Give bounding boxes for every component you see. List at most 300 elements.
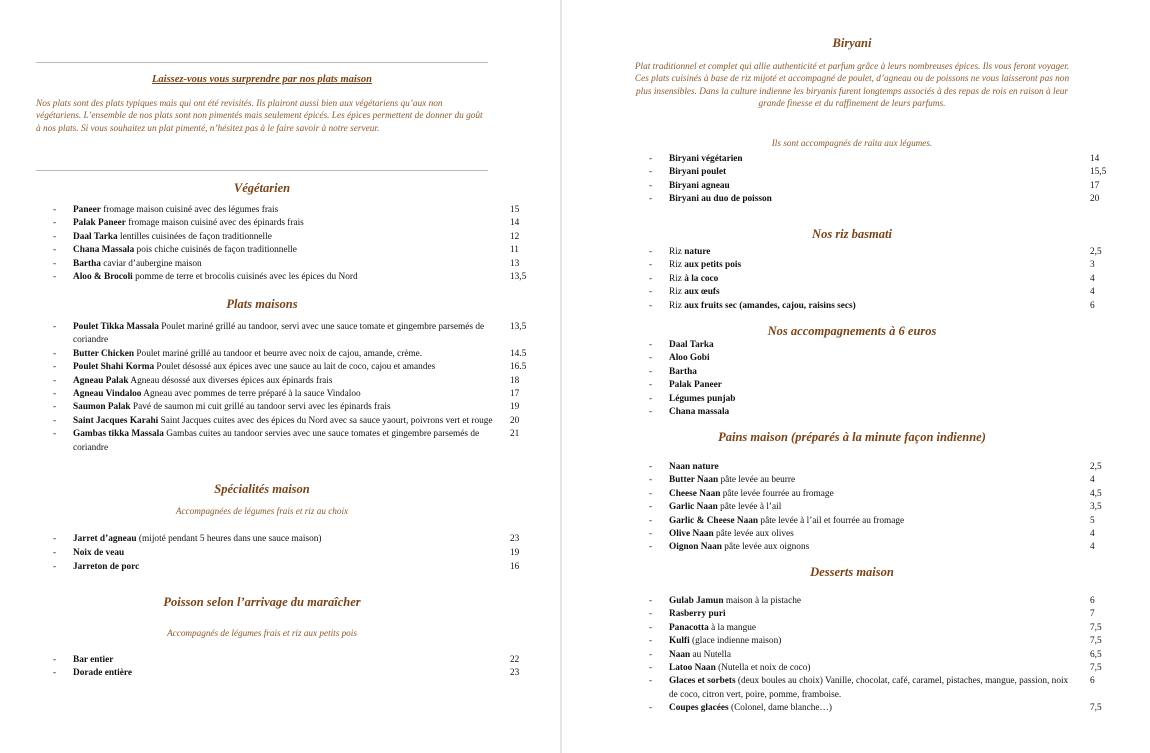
menu-item-description: lentilles cuisinées de façon traditionnelle bbox=[117, 231, 272, 242]
menu-item-text bbox=[669, 474, 1079, 487]
biryani-description: Plat traditionnel et complet qui allie authenticité et parfum grâce à leurs nombreuses épices. Ils vous feront voyager. Ces plats cuisinés à base de riz mijoté et accompagné de poulet, d’agneau ou de poissons ne vous laisseront pas non plus insensibles. Dans la culture indienne les biryanis furent longtemps associés à des repas de rois en raison à leur grande finesse et du raffinement de leurs parfums. bbox=[634, 62, 1070, 110]
bullet-dash: - bbox=[53, 245, 57, 256]
menu-item-description: (Nutella et noix de coco) bbox=[715, 663, 811, 674]
menu-item-description: (glace indienne maison) bbox=[689, 636, 782, 647]
menu-item-prefix: Riz bbox=[669, 287, 685, 298]
menu-item-text bbox=[669, 702, 1079, 715]
menu-item-text bbox=[669, 595, 1079, 608]
bullet-dash: - bbox=[649, 167, 653, 178]
section-subtitle-specialites: Accompagnées de légumes frais et riz au choix bbox=[175, 506, 349, 516]
menu-item-text bbox=[669, 300, 1079, 313]
menu-item bbox=[36, 244, 536, 257]
menu-page-right bbox=[562, 0, 1150, 753]
menu-item-price: 15 bbox=[510, 205, 520, 215]
menu-item-name: Bartha bbox=[73, 258, 101, 269]
menu-item-name: Panacotta bbox=[669, 622, 709, 633]
menu-item-name: Saint Jacques Karahi bbox=[73, 415, 159, 426]
menu-item-text bbox=[669, 649, 1079, 662]
menu-item bbox=[632, 166, 1132, 179]
menu-item-price: 7,5 bbox=[1090, 703, 1102, 714]
menu-item-text bbox=[73, 204, 503, 217]
menu-item-name: Gulab Jamun bbox=[669, 596, 724, 606]
menu-item-price: 4 bbox=[1090, 273, 1095, 284]
bullet-dash: - bbox=[649, 340, 653, 350]
bullet-dash: - bbox=[649, 542, 653, 553]
bullet-dash: - bbox=[649, 515, 653, 526]
bullet-dash: - bbox=[53, 534, 57, 544]
bullet-dash: - bbox=[649, 247, 653, 257]
menu-item-name: aux fruits sec (amandes, cajou, raisins secs) bbox=[684, 300, 856, 311]
menu-item-text bbox=[73, 271, 503, 284]
menu-item-prefix: Riz bbox=[669, 247, 685, 257]
menu-item bbox=[36, 388, 536, 401]
menu-item-name: Aloo Gobi bbox=[669, 353, 710, 364]
menu-item-text bbox=[73, 321, 503, 348]
menu-item-text bbox=[669, 528, 1079, 541]
menu-item-text bbox=[669, 273, 1079, 286]
bullet-dash: - bbox=[649, 154, 653, 164]
bullet-dash: - bbox=[53, 322, 57, 332]
menu-item-name: Noix de veau bbox=[73, 548, 125, 558]
bullet-dash: - bbox=[649, 609, 653, 620]
menu-item-description: Poulet mariné grillé au tandoor, servi avec une sauce tomate et gingembre parsemés de coriandre bbox=[73, 322, 485, 346]
intro-text: Nos plats sont des plats typiques mais qui ont été revisités. Ils plairont aussi bien aux végétariens qu’aux non végétariens. L’ensemble de nos plats sont non pimentés mais seulement épicés. Les épices permettent de donner du goût à nos plats. Si vous souhaitez un plat pimenté, n’hésitez pas à le faire savoir à notre serveur. bbox=[36, 99, 483, 134]
menu-item-description: au Nutella bbox=[690, 649, 731, 660]
menu-item-text bbox=[669, 286, 1079, 299]
menu-item-price: 4,5 bbox=[1090, 488, 1102, 499]
menu-item-text bbox=[73, 532, 503, 546]
menu-item bbox=[632, 193, 1132, 206]
section-subtitle-biryani: Ils sont accompagnés de raïta aux légumes. bbox=[771, 138, 933, 148]
menu-item-price: 3,5 bbox=[1090, 502, 1102, 513]
bullet-dash: - bbox=[53, 562, 57, 572]
bullet-dash: - bbox=[649, 194, 653, 205]
menu-item-text bbox=[669, 501, 1079, 514]
menu-item-text bbox=[669, 366, 1079, 379]
bullet-dash: - bbox=[53, 362, 57, 373]
menu-item-text bbox=[669, 622, 1079, 635]
menu-item-name: Daal Tarka bbox=[669, 340, 714, 350]
menu-item-description: pomme de terre et brocolis cuisinés avec les épices du Nord bbox=[132, 272, 358, 283]
menu-item-text bbox=[669, 166, 1079, 179]
menu-item-price: 7,5 bbox=[1090, 663, 1102, 674]
menu-item-text bbox=[73, 654, 503, 667]
menu-item bbox=[632, 515, 1132, 528]
menu-item bbox=[36, 231, 536, 244]
menu-item bbox=[632, 622, 1132, 635]
menu-item bbox=[36, 321, 536, 348]
menu-item bbox=[632, 180, 1132, 193]
menu-item-name: Agneau Palak bbox=[73, 375, 129, 386]
bullet-dash: - bbox=[649, 366, 653, 377]
bullet-dash: - bbox=[649, 502, 653, 513]
menu-item-text bbox=[669, 635, 1079, 648]
menu-item-text bbox=[669, 393, 1079, 406]
menu-item-name: Kulfi bbox=[669, 636, 690, 647]
menu-item-price: 2,5 bbox=[1090, 247, 1102, 257]
menu-item-name: Biryani végétarien bbox=[669, 154, 743, 164]
menu-item bbox=[632, 366, 1132, 379]
menu-item-name: Saumon Palak bbox=[73, 402, 131, 413]
menu-item-text bbox=[73, 546, 503, 560]
menu-item-description: pois chiche cuisinés de façon traditionnelle bbox=[134, 245, 297, 256]
menu-item-name: Garlic Naan bbox=[669, 502, 718, 513]
menu-item-name: Rasberry puri bbox=[669, 609, 726, 620]
menu-item-description: pâte levée aux oignons bbox=[721, 542, 810, 553]
menu-item-description: Gambas cuites au tandoor servies avec une sauce tomates et gingembre parsemés de coriandre bbox=[73, 429, 480, 453]
menu-item-text bbox=[73, 258, 503, 271]
menu-item-price: 15,5 bbox=[1090, 167, 1107, 178]
menu-item-price: 18 bbox=[510, 375, 520, 386]
menu-list-poisson bbox=[36, 654, 536, 681]
intro-title: Laissez-vous vous surprendre par nos plats maison bbox=[152, 74, 372, 85]
menu-item-description: fromage maison cuisiné avec des épinards frais bbox=[125, 218, 304, 229]
menu-item bbox=[36, 654, 536, 667]
menu-list-specialites bbox=[36, 532, 536, 574]
menu-item bbox=[36, 560, 536, 574]
menu-item-name: Jarret d’agneau bbox=[73, 534, 137, 544]
menu-item-description: pâte levée fourrée au fromage bbox=[720, 488, 834, 499]
menu-item-name: Chana massala bbox=[669, 407, 730, 418]
menu-item bbox=[36, 348, 536, 361]
menu-page-left bbox=[0, 0, 560, 753]
menu-item-name: Gambas tikka Massala bbox=[73, 429, 164, 440]
menu-item-name: Cheese Naan bbox=[669, 488, 721, 499]
menu-item-description: Pavé de saumon mi cuit grillé au tandoor servi avec les épinards frais bbox=[130, 402, 391, 413]
menu-item bbox=[632, 541, 1132, 554]
section-title-specialites: Spécialités maison bbox=[214, 482, 310, 496]
menu-item-price: 13,5 bbox=[510, 272, 527, 283]
menu-item-price: 4 bbox=[1090, 287, 1095, 298]
bullet-dash: - bbox=[53, 402, 57, 413]
menu-item-text bbox=[669, 153, 1079, 166]
menu-item bbox=[632, 608, 1132, 621]
menu-item-name: Poulet Shahi Korma bbox=[73, 362, 155, 373]
menu-item bbox=[632, 488, 1132, 501]
bullet-dash: - bbox=[649, 676, 653, 687]
bullet-dash: - bbox=[53, 668, 57, 679]
menu-item bbox=[632, 246, 1132, 259]
menu-item bbox=[632, 528, 1132, 541]
menu-item bbox=[632, 339, 1132, 352]
menu-item-description: maison à la pistache bbox=[723, 596, 801, 606]
menu-item-text bbox=[669, 541, 1079, 554]
bullet-dash: - bbox=[649, 260, 653, 271]
menu-item bbox=[632, 635, 1132, 648]
menu-item bbox=[632, 153, 1132, 166]
bullet-dash: - bbox=[53, 415, 57, 426]
bullet-dash: - bbox=[649, 273, 653, 284]
menu-item-name: Poulet Tikka Massala bbox=[73, 322, 159, 332]
menu-item-price: 7,5 bbox=[1090, 622, 1102, 633]
menu-item-text bbox=[73, 361, 503, 374]
menu-item-text bbox=[669, 608, 1079, 621]
menu-item-text bbox=[73, 560, 503, 574]
menu-item-text bbox=[73, 415, 503, 428]
menu-item-text bbox=[73, 388, 503, 401]
divider bbox=[36, 170, 488, 171]
menu-item-prefix: Riz bbox=[669, 300, 685, 311]
menu-item-price: 6,5 bbox=[1090, 649, 1102, 660]
menu-list-riz bbox=[632, 246, 1132, 313]
menu-item-price: 21 bbox=[510, 429, 520, 440]
menu-list-vegetarien bbox=[36, 204, 536, 284]
bullet-dash: - bbox=[649, 663, 653, 674]
menu-item-name: Biryani au duo de poisson bbox=[669, 194, 772, 205]
bullet-dash: - bbox=[53, 348, 57, 359]
menu-item-name: Jarreton de porc bbox=[73, 562, 140, 572]
menu-item-name: Coupes glacées bbox=[669, 703, 729, 714]
section-subtitle-poisson: Accompagnés de légumes frais et riz aux petits pois bbox=[167, 628, 357, 638]
bullet-dash: - bbox=[649, 300, 653, 311]
menu-item-text bbox=[669, 515, 1079, 528]
section-title-biryani: Biryani bbox=[832, 36, 872, 50]
menu-item-description: (mijoté pendant 5 heures dans une sauce maison) bbox=[136, 534, 322, 544]
menu-list-plats-maisons bbox=[36, 321, 536, 455]
menu-item-name: Naan bbox=[669, 649, 691, 660]
menu-item bbox=[632, 474, 1132, 487]
menu-item-prefix: Riz bbox=[669, 273, 685, 284]
menu-item-description: Poulet désossé aux épices avec une sauce au lait de coco, cajou et amandes bbox=[154, 362, 436, 373]
menu-item-description: pâte levée au beurre bbox=[718, 475, 796, 486]
bullet-dash: - bbox=[649, 649, 653, 660]
bullet-dash: - bbox=[53, 389, 57, 400]
menu-item-name: Latoo Naan bbox=[669, 663, 716, 674]
menu-item-price: 13,5 bbox=[510, 322, 527, 332]
menu-item-price: 12 bbox=[510, 231, 520, 242]
menu-item-name: nature bbox=[684, 247, 711, 257]
bullet-dash: - bbox=[53, 205, 57, 215]
menu-item bbox=[632, 675, 1132, 702]
menu-item bbox=[36, 532, 536, 546]
menu-item-price: 11 bbox=[510, 245, 519, 256]
section-title-riz: Nos riz basmati bbox=[812, 227, 892, 241]
menu-item-price: 6 bbox=[1090, 676, 1095, 687]
menu-item-text bbox=[73, 244, 503, 257]
menu-item-name: Butter Naan bbox=[669, 475, 719, 486]
bullet-dash: - bbox=[649, 703, 653, 714]
bullet-dash: - bbox=[649, 353, 653, 364]
bullet-dash: - bbox=[53, 258, 57, 269]
menu-item-name: Chana Massala bbox=[73, 245, 135, 256]
menu-item bbox=[632, 259, 1132, 272]
menu-item-text bbox=[73, 375, 503, 388]
menu-item-price: 14 bbox=[510, 218, 520, 229]
menu-item-price: 4 bbox=[1090, 542, 1095, 553]
menu-item bbox=[36, 271, 536, 284]
bullet-dash: - bbox=[649, 287, 653, 298]
menu-item bbox=[36, 546, 536, 560]
bullet-dash: - bbox=[53, 218, 57, 229]
menu-item-description: Saint Jacques cuites avec des épices du Nord avec sa sauce yaourt, poivrons vert et rouge bbox=[158, 415, 493, 426]
menu-item-text bbox=[669, 259, 1079, 272]
menu-item bbox=[632, 286, 1132, 299]
menu-item bbox=[632, 273, 1132, 286]
bullet-dash: - bbox=[53, 231, 57, 242]
menu-item bbox=[36, 217, 536, 230]
section-title-pains: Pains maison (préparés à la minute façon indienne) bbox=[718, 430, 986, 444]
menu-item-description: fromage maison cuisiné avec des légumes frais bbox=[100, 205, 279, 215]
menu-item-price: 6 bbox=[1090, 596, 1095, 606]
divider bbox=[36, 62, 488, 63]
menu-list-accompagnements bbox=[632, 339, 1132, 419]
menu-item-description: pâte levée à l’ail et fourrée au fromage bbox=[758, 515, 905, 526]
menu-item-text bbox=[73, 428, 503, 455]
menu-item bbox=[36, 428, 536, 455]
bullet-dash: - bbox=[649, 475, 653, 486]
menu-item-prefix: Riz bbox=[669, 260, 685, 271]
menu-item-name: Glaces et sorbets bbox=[669, 676, 736, 687]
menu-item-price: 19 bbox=[510, 402, 520, 413]
menu-item-name: Daal Tarka bbox=[73, 231, 118, 242]
menu-item-name: Olive Naan bbox=[669, 529, 714, 540]
menu-item-name: Butter Chicken bbox=[73, 348, 135, 359]
menu-item bbox=[632, 300, 1132, 313]
menu-item-price: 19 bbox=[510, 548, 520, 558]
menu-item bbox=[632, 461, 1132, 474]
menu-item-name: aux œufs bbox=[684, 287, 720, 298]
bullet-dash: - bbox=[53, 429, 57, 440]
menu-item-price: 4 bbox=[1090, 529, 1095, 540]
bullet-dash: - bbox=[649, 462, 653, 472]
bullet-dash: - bbox=[649, 488, 653, 499]
menu-item-price: 4 bbox=[1090, 475, 1095, 486]
menu-item-price: 13 bbox=[510, 258, 520, 269]
menu-item-text bbox=[669, 193, 1079, 206]
menu-item-name: Bar entier bbox=[73, 655, 114, 665]
menu-item-price: 16 bbox=[510, 562, 520, 572]
bullet-dash: - bbox=[649, 393, 653, 404]
menu-item-name: Biryani agneau bbox=[669, 180, 730, 191]
menu-item-text bbox=[669, 180, 1079, 193]
bullet-dash: - bbox=[53, 272, 57, 283]
menu-item-description: Agneau avec pommes de terre préparé à la sauce Vindaloo bbox=[141, 389, 361, 400]
menu-item bbox=[632, 379, 1132, 392]
bullet-dash: - bbox=[649, 407, 653, 418]
menu-item-price: 14.5 bbox=[510, 348, 527, 359]
menu-item-name: Garlic & Cheese Naan bbox=[669, 515, 759, 526]
menu-item bbox=[36, 204, 536, 217]
menu-item bbox=[632, 393, 1132, 406]
menu-list-pains bbox=[632, 461, 1132, 555]
menu-item-price: 20 bbox=[510, 415, 520, 426]
menu-item-text bbox=[669, 662, 1079, 675]
menu-item-description: (Colonel, dame blanche…) bbox=[728, 703, 832, 714]
menu-item bbox=[632, 649, 1132, 662]
bullet-dash: - bbox=[649, 622, 653, 633]
menu-item bbox=[632, 595, 1132, 608]
menu-item-price: 5 bbox=[1090, 515, 1095, 526]
menu-item-text bbox=[669, 675, 1079, 702]
menu-item-name: Dorade entière bbox=[73, 668, 132, 679]
menu-item-text bbox=[73, 667, 503, 680]
menu-item-name: Légumes punjab bbox=[669, 393, 736, 404]
menu-item bbox=[36, 258, 536, 271]
menu-item bbox=[632, 702, 1132, 715]
menu-item-text bbox=[73, 217, 503, 230]
bullet-dash: - bbox=[649, 596, 653, 606]
bullet-dash: - bbox=[53, 375, 57, 386]
menu-item bbox=[36, 361, 536, 374]
menu-item bbox=[36, 375, 536, 388]
menu-item-name: aux petits pois bbox=[684, 260, 742, 271]
menu-item-price: 23 bbox=[510, 534, 520, 544]
menu-item-description: (deux boules au choix) Vanille, chocolat, café, caramel, pistaches, mangue, passion, noix de coco, citron vert, poire, pomme, framboise. bbox=[669, 676, 1069, 700]
menu-item-description: pâte levée aux olives bbox=[713, 529, 794, 540]
menu-item-text bbox=[669, 406, 1079, 419]
section-title-desserts: Desserts maison bbox=[810, 565, 894, 579]
bullet-dash: - bbox=[649, 636, 653, 647]
menu-item-description: caviar d’aubergine maison bbox=[100, 258, 202, 269]
menu-item-price: 7 bbox=[1090, 609, 1095, 620]
section-title-accompagnements: Nos accompagnements à 6 euros bbox=[767, 324, 937, 338]
menu-item-text bbox=[669, 488, 1079, 501]
menu-item-text bbox=[669, 352, 1079, 365]
menu-item-description: Agneau désossé aux diverses épices aux épinards frais bbox=[128, 375, 333, 386]
menu-item-name: Agneau Vindaloo bbox=[73, 389, 142, 400]
bullet-dash: - bbox=[53, 655, 57, 665]
bullet-dash: - bbox=[649, 529, 653, 540]
menu-item-price: 2,5 bbox=[1090, 462, 1102, 472]
menu-item-name: Naan nature bbox=[669, 462, 719, 472]
menu-item bbox=[36, 667, 536, 680]
menu-item-description: Poulet mariné grillé au tandoor et beurre avec noix de cajou, amande, crème. bbox=[134, 348, 423, 359]
menu-item-price: 17 bbox=[510, 389, 520, 400]
bullet-dash: - bbox=[53, 548, 57, 558]
menu-item-description: pâte levée à l’ail bbox=[717, 502, 782, 513]
menu-item bbox=[632, 501, 1132, 514]
menu-item-text bbox=[73, 401, 503, 414]
menu-item-price: 7,5 bbox=[1090, 636, 1102, 647]
menu-item-price: 14 bbox=[1090, 154, 1100, 164]
section-title-vegetarien: Végétarien bbox=[233, 181, 291, 195]
menu-item bbox=[632, 352, 1132, 365]
menu-item-price: 3 bbox=[1090, 260, 1095, 271]
menu-list-biryani bbox=[632, 153, 1132, 207]
menu-item-text bbox=[73, 348, 503, 361]
bullet-dash: - bbox=[649, 180, 653, 191]
menu-item-name: à la coco bbox=[684, 273, 719, 284]
menu-item-price: 16.5 bbox=[510, 362, 527, 373]
menu-item-text bbox=[669, 339, 1079, 352]
menu-item-text bbox=[669, 461, 1079, 474]
menu-list-desserts bbox=[632, 595, 1132, 716]
menu-item bbox=[632, 662, 1132, 675]
menu-item-name: Palak Paneer bbox=[73, 218, 126, 229]
menu-item-description: à la mangue bbox=[708, 622, 757, 633]
menu-item-name: Bartha bbox=[669, 366, 697, 377]
menu-item-name: Oignon Naan bbox=[669, 542, 722, 553]
section-title-plats-maisons: Plats maisons bbox=[226, 297, 298, 311]
menu-item bbox=[632, 406, 1132, 419]
menu-item bbox=[36, 415, 536, 428]
menu-item-name: Biryani poulet bbox=[669, 167, 727, 178]
menu-item-price: 6 bbox=[1090, 300, 1095, 311]
menu-item-price: 20 bbox=[1090, 194, 1100, 205]
menu-item-name: Palak Paneer bbox=[669, 380, 722, 391]
menu-item-text bbox=[73, 231, 503, 244]
section-title-poisson: Poisson selon l’arrivage du maraîcher bbox=[163, 595, 361, 609]
bullet-dash: - bbox=[649, 380, 653, 391]
menu-item-price: 17 bbox=[1090, 180, 1100, 191]
menu-item bbox=[36, 401, 536, 414]
menu-item-name: Aloo & Brocoli bbox=[73, 272, 133, 283]
menu-item-name: Paneer bbox=[73, 205, 101, 215]
menu-item-text bbox=[669, 379, 1079, 392]
menu-item-price: 23 bbox=[510, 668, 520, 679]
menu-item-price: 22 bbox=[510, 655, 520, 665]
menu-item-text bbox=[669, 246, 1079, 259]
